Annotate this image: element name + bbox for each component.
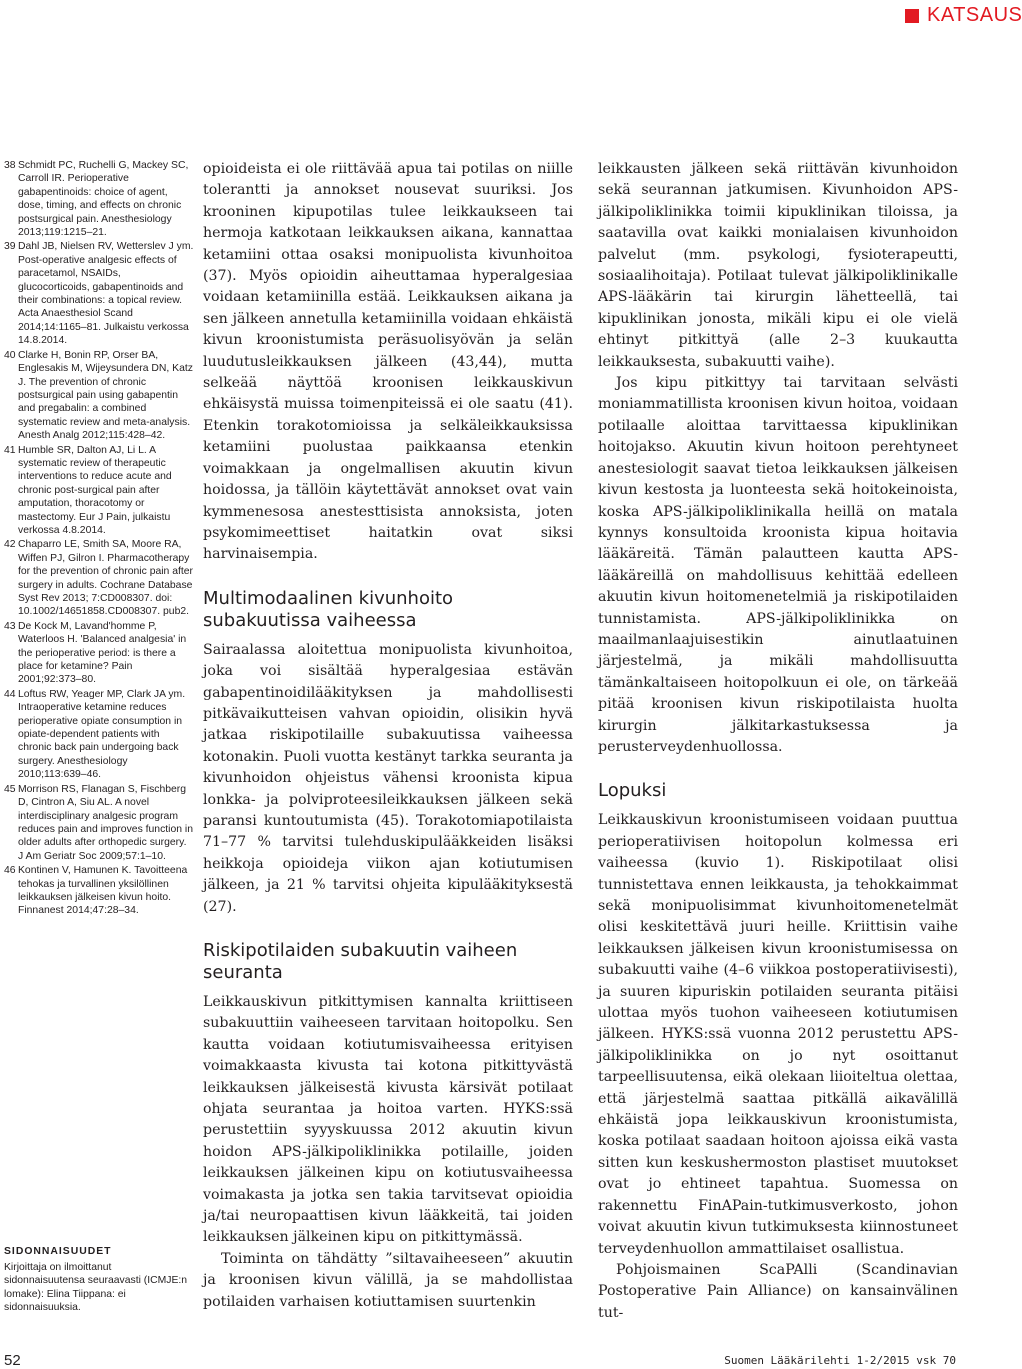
reference-text: Humble SR, Dalton AJ, Li L. A systematic review of therapeutic interventions to reduce acute and chronic post-surgical pain after amputation, thoracotomy or mastectomy. Eur J Pain, julkaistu verkossa 4.8.2014. [18,444,172,536]
reference-text: Loftus RW, Yeager MP, Clark JA ym. Intraoperative ketamine reduces perioperative opiate consumption in opiate-dependent patients with chronic back pain undergoing back surgery. Anesthesiology 2010;113:639–46. [18,688,186,781]
reference-number: 39 [4,241,16,253]
paragraph: leikkausten jälkeen sekä riittävän kivunhoidon sekä seurannan jatkumisen. Kivunhoidon APS-jälkipoliklinikka toimii kipuklinikan tiloissa, ja saatavilla ovat kaikki monialaisen kivunhoidon palvelut (mm. psykologi, fysioterapeutti, sosiaalihoitaja). Potilaat tulevat jälkipoliklinikalle APS-lääkärin tai kirurgin lähetteellä, tai kipuklinikan jonosta, mikäli kipu ei ole vielä ehtinyt pitkittyä (alle 2–3 kuukautta leikkauksesta, subakuutti vaihe). [598,161,958,370]
section-label: KATSAUS [927,4,1022,26]
reference-item [4,688,194,782]
reference-number: 40 [4,349,16,361]
disclosure-title: SIDONNAISUUDET [4,1246,112,1257]
reference-number: 45 [4,783,16,795]
reference-item [4,783,194,863]
reference-text: Kontinen V, Hamunen K. Tavoitteena tehokas ja turvallinen yksilöllinen leikkauksen jälkeisen kivun hoito. Finnanest 2014;47:28–34. [18,865,188,917]
reference-list [4,159,194,919]
article-column-2 [598,159,958,1324]
section-heading: Lopuksi [598,780,667,802]
paragraph: opioideista ei ole riittävää apua tai potilas on niille tolerantti ja annokset nousevat suuriksi. Jos krooninen kipupotilas tulee leikkaukseen tai hermoja katkotaan leikkauksen aikana, kannattaa ketamiini ottaa osaksi monipuolista kivunhoitoa (37). Myös opioidin aiheuttamaa hyperalgesiaa voidaan ketamiinilla estää. Leikkauksen aikana ja sen jälkeen annetulla ketamiinilla voidaan ehkäistä kivun kroonistumista peräsuolisyövän ja selän luudutusleikkauksen jälkeen (43,44), mutta selkeää näyttöä kroonisen leikkauskivun ehkäisystä muissa toimenpiteissä ei ole saatu (41). Etenkin torakotomioissa ja selkäleikkauksissa ketamiini puolustaa paikkaansa etenkin voimakkaan ja ongelmallisen akuutin kivun hoidossa, ja tällöin käytettävät annokset ovat vain kymmenesosa anestesttisista annoksista, joten psykomimeettiset haitatkin ovat siksi harvinaisempia. [203,161,573,563]
reference-number: 46 [4,865,16,877]
reference-item [4,444,194,538]
disclosure-text: Kirjoittaja on ilmoittanut sidonnaisuutensa seuraavasti (ICMJE:n lomake): Elina Tiippana: ei sidonnaisuuksia. [4,1262,188,1313]
paragraph: Toiminta on tähdätty ”siltavaiheeseen” akuutin ja kroonisen kivun välillä, ja se mahdollistaa potilaiden varhaisen kotiuttamisen suurtenkin [203,1250,573,1310]
page-footer [0,1354,960,1368]
reference-text: Morrison RS, Flanagan S, Fischberg D, Cintron A, Siu AL. A novel interdisciplinary analgesic program reduces pain and improves function in older adults after orthopedic surgery. J Am Geriatr Soc 2009;57:1–10. [18,783,194,862]
article-column-1 [203,159,573,1313]
reference-item [4,159,194,239]
red-square-icon [905,9,919,23]
reference-item [4,620,194,687]
reference-text: Dahl JB, Nielsen RV, Wetterslev J ym. Post-operative analgesic effects of paracetamol, NSAIDs, glucocorticoids, gabapentinoids and their combinations: a topical review. Acta Anaesthesiol Scand 2014;14:1165–81. Julkaistu verkossa 14.8.2014. [18,241,194,347]
page-number: 52 [4,1352,21,1369]
paragraph: Leikkauskivun pitkittymisen kannalta kriittiseen subakuuttiin vaiheeseen tarvitaan hoitopolku. Sen kautta voidaan kotiutumisvaiheessa erityisen voimakkaasta kivusta tai kotona pitkittyvästä leikkauksen jälkeisestä kivusta kärsivät potilaat ohjata seurantaa ja hoitoa varten. HYKS:ssä perustettiin syyyskuussa 2012 akuutin kivun hoidon APS-jälkipoliklinikka potilaille, joiden leikkauksen jälkeinen kipu on kotiutusvaiheessa voimakasta ja jotka sen takia tarvitsevat opioidia ja/tai neuropaattisen kivun lääkkeitä, tai joiden leikkauksen jälkeinen kipu on pitkittymässä. [203,994,573,1246]
section-header [905,4,1022,27]
disclosure-box [4,1245,192,1314]
reference-text: De Kock M, Lavand'homme P, Waterloos H. 'Balanced analgesia' in the perioperative period: is there a place for ketamine? Pain 2001;92:373–80. [18,620,187,686]
paragraph: Jos kipu pitkittyy tai tarvitaan selvästi moniammatillista kroonisen kivun hoitoa, voidaan potilaalle aloittaa tarvittaessa kipuklinikan hoitojakso. Akuutin kivun hoitoon perehtyneet anestesiologit saavat tietoa leikkauksen jälkeisen kivun kestosta ja luonteesta sekä hoitokeinoista, koska APS-jälkipoliklinikalla heillä on matala kynnys konsultoida kroonista kipua hoitavia lääkäreitä. Tämän palautteen kautta APS-lääkäreillä on mahdollisuus kehittää edelleen akuutin kivun hoitomenetelmiä ja riskipotilaiden tunnistamista. APS-jälkipoliklinikka on maailmanlaajuisestikin ainutlaatuinen järjestelmä, ja mikäli mahdollisuutta tämänkaltaiseen hoitopolkuun ei ole, on tärkeää pitää kroonisen kivun riskipotilaista huolta kirurgin jälkitarkastuksessa ja perusterveydenhuollossa. [598,375,958,755]
section-heading: Riskipotilaiden subakuutin vaiheen seuranta [203,940,518,983]
section-heading: Multimodaalinen kivunhoito subakuutissa vaiheessa [203,587,454,631]
reference-text: Chaparro LE, Smith SA, Moore RA, Wiffen PJ, Gilron I. Pharmacotherapy for the prevention of chronic pain after surgery in adults. Cochrane Database Syst Rev 2013; 7:CD008307. doi: 10.1002/14651858.CD008307. pub2. [18,539,194,618]
paragraph: Pohjoismainen ScaPAlli (Scandinavian Postoperative Pain Alliance) on kansainvälinen tut- [598,1261,958,1321]
reference-item [4,240,194,347]
reference-text: Schmidt PC, Ruchelli G, Mackey SC, Carroll IR. Perioperative gabapentinoids: choice of agent, dose, timing, and effects on chronic postsurgical pain. Anesthesiology 2013;119:1215–21. [18,160,189,239]
reference-number: 38 [4,160,16,171]
reference-item [4,538,194,618]
reference-number: 44 [4,688,16,700]
reference-number: 42 [4,539,16,551]
reference-item [4,864,194,918]
paragraph: Sairaalassa aloitettua monipuolista kivunhoitoa, joka voi sisältää hyperalgesiaa estävän gabapentinoidilääkityksen ja mahdollisesti pitkävaikutteisen vahvan opioidin, olisikin hyvä jatkaa riskipotilaille subakuutissa vaiheessa kotonakin. Puoli vuotta kestänyt tarkka seuranta ja kivunhoidon ohjeistus vähensi kroonista kipua lonkka- ja polviproteesileikkauksen jälkeen sekä paransi kuntoutumista (45). Torakotomiapotilaista 71–77 % tarvitsi tulehduskipulääkkeiden lisäksi heikkoja opioideja viikon ajan kotiutumisen jälkeen, ja 21 % tarvitsi ohjeita kipulääkityksestä (27). [203,641,573,915]
reference-item [4,349,194,443]
reference-number: 41 [4,444,16,456]
reference-number: 43 [4,620,16,632]
reference-text: Clarke H, Bonin RP, Orser BA, Englesakis M, Wijeysundera DN, Katz J. The prevention of chronic postsurgical pain using gabapentin and pregabalin: a combined systematic review and meta-analysis. Anesth Analg 2012;115:428–42. [18,349,193,442]
journal-citation: Suomen Lääkärilehti 1-2/2015 vsk 70 [724,1354,956,1367]
paragraph: Leikkauskivun kroonistumiseen voidaan puuttua perioperatiivisen hoitopolun kolmessa eri vaiheessa (kuvio 1). Riskipotilaat olisi tunnistettava ennen leikkausta, ja tehokkaimmat sekä monipuolisimmat kivunhoitomenetelmät olisi keskitettävä juuri heille. Kriittisin vaihe leikkauksen jälkeisen kivun kroonistumisessa on subakuutti vaihe (4–6 viikkoa postoperatiivisesti), ja suuren kipuriskin potilaiden seuranta pitäisi ulottaa myös tuohon vaiheeseen kotiutumisen jälkeen. HYKS:ssä vuonna 2012 perustettu APS-jälkipoliklinikka on jo nyt osoittanut tarpeellisuutensa, eikä olekaan liioiteltua olettaa, että järjestelmä saattaa pitkällä aikavälillä ehkäistä jopa leikkauskivun kroonistumista, koska potilaat saadaan hoitoon ajoissa eikä vasta sitten kun keskushermoston plastiset muutokset ovat jo ehtineet tapahtua. Suomessa on rakennettu FinAPain-tutkimusverkosto, johon voivat akuutin kivun tutkimuksesta kiinnostuneet terveydenhuollon ammattilaiset osallistua. [598,812,958,1257]
